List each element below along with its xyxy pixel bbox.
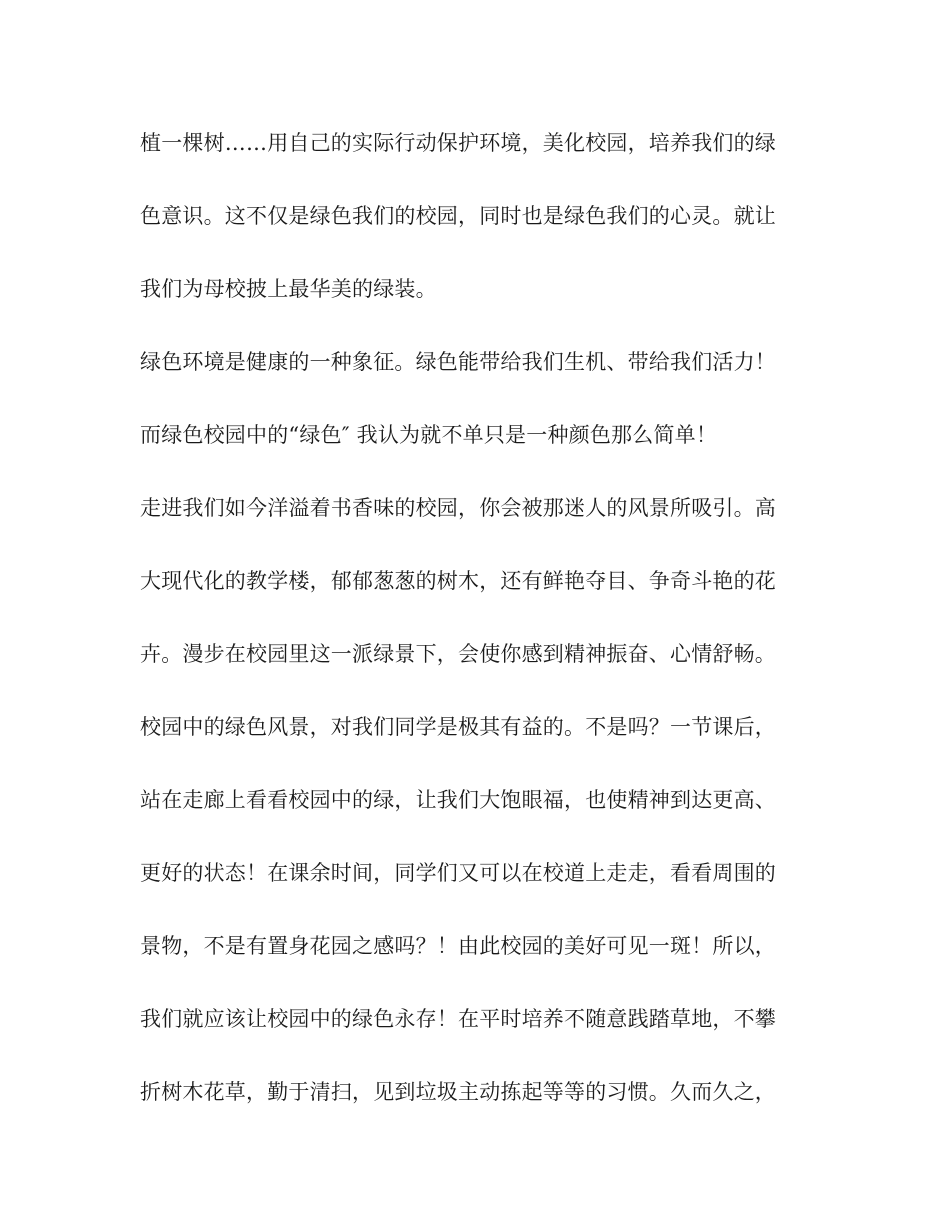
text-line: 更好的状态！在课余时间，同学们又可以在校道上走走，看看周围的: [140, 861, 776, 885]
text-line: 我们为母校披上最华美的绿装。: [140, 277, 437, 301]
text-line: 校园中的绿色风景，对我们同学是极其有益的。不是吗？一节课后，: [140, 715, 776, 739]
text-line: 我们就应该让校园中的绿色永存！在平时培养不随意践踏草地，不攀: [140, 1007, 776, 1031]
text-line: 景物，不是有置身花园之感吗？！由此校园的美好可见一斑！所以，: [140, 934, 776, 958]
text-line: 折树木花草，勤于清扫，见到垃圾主动拣起等等的习惯。久而久之，: [140, 1080, 776, 1104]
text-line: 站在走廊上看看校园中的绿，让我们大饱眼福，也使精神到达更高、: [140, 788, 776, 812]
text-line: 色意识。这不仅是绿色我们的校园，同时也是绿色我们的心灵。就让: [140, 204, 776, 228]
body-text: [140, 118, 810, 1140]
text-line: 走进我们如今洋溢着书香味的校园，你会被那迷人的风景所吸引。高: [140, 496, 776, 520]
text-line: 大现代化的教学楼，郁郁葱葱的树木，还有鲜艳夺目、争奇斗艳的花: [140, 569, 776, 593]
text-line: 绿色环境是健康的一种象征。绿色能带给我们生机、带给我们活力！: [140, 350, 776, 374]
text-line: 卉。漫步在校园里这一派绿景下，会使你感到精神振奋、心情舒畅。: [140, 642, 776, 666]
text-line: 而绿色校园中的“绿色″ 我认为就不单只是一种颜色那么简单！: [140, 423, 718, 447]
text-line: 植一棵树……用自己的实际行动保护环境，美化校园，培养我们的绿: [140, 131, 776, 155]
